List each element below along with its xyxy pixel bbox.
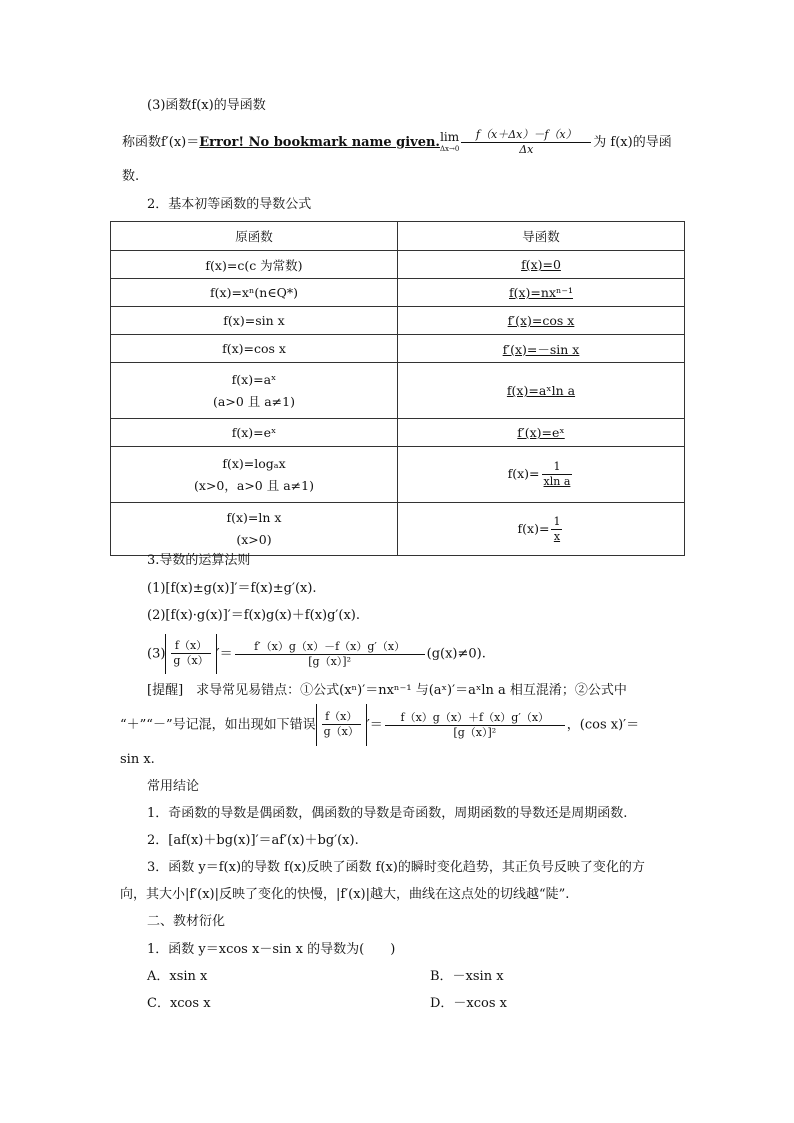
table-cell-derivative: f(x)=aˣln a xyxy=(398,363,685,419)
tip-line2-prefix: “＋”“－”号记混，如出现如下错误 xyxy=(120,717,316,733)
result-numerator: f′（x）g（x）－f（x）g′（x） xyxy=(254,639,406,653)
definition-suffix: 为 f(x)的导函 xyxy=(593,135,672,150)
option-c: C．xcos x xyxy=(147,996,211,1011)
table-cell-original-line1: f(x)=aˣ xyxy=(231,371,277,387)
derivative-definition-line xyxy=(122,126,672,160)
inner-denominator: g（x） xyxy=(173,654,209,667)
table-cell-original xyxy=(111,447,398,503)
table-cell-original-line1: f(x)=logₐx xyxy=(222,455,286,471)
tip-inner-numerator: f（x） xyxy=(325,710,358,723)
table-row xyxy=(111,503,685,556)
conclusion-1: 1．奇函数的导数是偶函数，偶函数的导数是奇函数，周期函数的导数还是周期函数. xyxy=(147,806,628,821)
definition-line-end: 数. xyxy=(122,169,140,184)
conclusion-3-line2: 向，其大小|f′(x)|反映了变化的快慢，|f′(x)|越大，曲线在这点处的切线越“陡”. xyxy=(120,887,570,902)
difference-quotient-denominator: Δx xyxy=(461,142,591,157)
tip-equals: ′＝ xyxy=(366,717,383,733)
table-row xyxy=(111,307,685,335)
derivative-fraction xyxy=(551,515,562,544)
table-row xyxy=(111,251,685,279)
table-cell-original xyxy=(111,503,398,556)
derivative-prefix: f(x)= xyxy=(507,466,540,481)
table-cell-original-line2: (x>0，a>0 且 a≠1) xyxy=(194,477,314,493)
tip-line2 xyxy=(120,704,639,746)
table-row xyxy=(111,279,685,307)
table-cell-original: f(x)=xⁿ(n∈Q*) xyxy=(111,279,398,307)
header-derivative-function: 导函数 xyxy=(398,222,685,251)
quotient-inner-fraction xyxy=(171,639,210,668)
conclusion-3-line1: 3．函数 y＝f(x)的导数 f(x)反映了函数 f(x)的瞬时变化趋势，其正负号反映了变化的方 xyxy=(147,860,645,875)
table-cell-original-line2: (x>0) xyxy=(236,532,272,547)
definition-prefix: 称函数f′(x)＝ xyxy=(122,135,200,150)
lim-subscript: Δx→0 xyxy=(439,144,460,153)
fraction-numerator: 1 xyxy=(553,460,561,473)
header-original-function: 原函数 xyxy=(111,222,398,251)
tip-inner-denominator: g（x） xyxy=(323,725,359,738)
tip-denominator: [g（x）]² xyxy=(385,725,565,740)
limit-operator xyxy=(440,131,459,155)
tip-wrong-fraction xyxy=(385,711,565,740)
table-row xyxy=(111,419,685,447)
table-row xyxy=(111,363,685,419)
quotient-result-fraction xyxy=(235,640,425,669)
section2-title: 2．基本初等函数的导数公式 xyxy=(147,197,312,212)
question-1: 1．函数 y＝xcos x－sin x 的导数为( ) xyxy=(147,942,396,957)
option-d: D．－xcos x xyxy=(430,996,507,1011)
rule-quotient-suffix: (g(x)≠0). xyxy=(426,646,486,662)
table-cell-derivative: f(x)=0 xyxy=(398,251,685,279)
table-cell-derivative xyxy=(398,447,685,503)
tip-bracket xyxy=(316,704,367,746)
table-row xyxy=(111,335,685,363)
lim-text: lim xyxy=(440,129,460,144)
option-a: A．xsin x xyxy=(147,969,208,984)
table-cell-original-line2: (a>0 且 a≠1) xyxy=(213,393,295,409)
tip-line2-suffix: ，(cos x)′＝ xyxy=(566,717,640,733)
table-cell-derivative: f′(x)=cos x xyxy=(398,307,685,335)
quotient-equals: ′＝ xyxy=(216,646,233,662)
difference-quotient xyxy=(461,128,591,157)
result-denominator: [g（x）]² xyxy=(235,654,425,669)
table-cell-original: f(x)=sin x xyxy=(111,307,398,335)
table-cell-original-line1: f(x)=ln x xyxy=(226,510,282,525)
fraction-numerator: 1 xyxy=(553,514,561,528)
table-cell-original xyxy=(111,363,398,419)
difference-quotient-numerator: f（x＋Δx）－f（x） xyxy=(475,128,577,141)
table-cell-derivative: f′(x)=－sin x xyxy=(398,335,685,363)
tip-line3: sin x. xyxy=(120,752,155,767)
textbook-title: 二、教材衍化 xyxy=(147,914,226,929)
derivative-prefix: f(x)= xyxy=(517,520,550,536)
rule-sum: (1)[f(x)±g(x)]′＝f(x)±g′(x). xyxy=(147,581,317,596)
table-header-row xyxy=(111,222,685,251)
rule-product: (2)[f(x)·g(x)]′＝f(x)g(x)＋f(x)g′(x). xyxy=(147,608,360,623)
rules-title: 3.导数的运算法则 xyxy=(147,553,251,568)
conclusions-title: 常用结论 xyxy=(147,779,200,794)
table-cell-original: f(x)=eˣ xyxy=(111,419,398,447)
table-row xyxy=(111,447,685,503)
tip-line1: [提醒] 求导常见易错点：①公式(xⁿ)′＝nxⁿ⁻¹ 与(aˣ)′＝aˣln a 相互混淆；②公式中 xyxy=(147,683,627,698)
error-bookmark-text: Error! No bookmark name given. xyxy=(199,135,440,150)
section3-title: (3)函数f(x)的导函数 xyxy=(147,98,266,113)
table-cell-derivative: f(x)=nxⁿ⁻¹ xyxy=(398,279,685,307)
fraction-denominator: x xyxy=(551,529,562,544)
table-cell-derivative xyxy=(398,503,685,556)
rule-quotient xyxy=(147,634,486,674)
derivative-fraction xyxy=(542,460,573,489)
table-cell-derivative: f′(x)=eˣ xyxy=(398,419,685,447)
table-cell-original: f(x)=cos x xyxy=(111,335,398,363)
inner-numerator: f（x） xyxy=(174,639,208,652)
tip-inner-fraction xyxy=(322,710,361,739)
fraction-denominator: xln a xyxy=(543,475,571,488)
tip-numerator: f（x）g（x）＋f（x）g′（x） xyxy=(400,710,550,724)
conclusion-2: 2．[af(x)＋bg(x)]′＝af′(x)＋bg′(x). xyxy=(147,833,359,848)
option-b: B．－xsin x xyxy=(430,969,504,984)
table-cell-original: f(x)=c(c 为常数) xyxy=(111,251,398,279)
derivative-formula-table xyxy=(110,221,685,556)
rule-quotient-prefix: (3) xyxy=(147,646,166,662)
quotient-bracket xyxy=(165,634,216,674)
